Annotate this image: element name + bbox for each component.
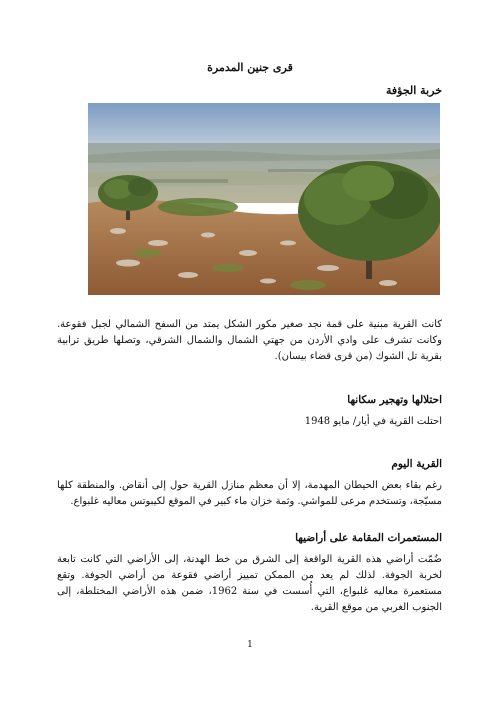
section-body-settlements: ضُمّت أراضي هذه القرية الواقعة إلى الشرق من خط الهدنة، إلى الأراضي التي كانت تابعة لخربة الجوفة. لذلك لم يعد من الممكن تمييز أراضي فقوعة من أراضي الجوفة. وتقع مستعمرة معاليه غلبواع، التي أُسست في سنة 1962، ضمن هذه الأراضي المختلطة، إلى الجنوب الغربي من موقع القرية. xyxy=(57,554,442,613)
page-title: قرى جنين المدمرة xyxy=(207,61,293,74)
section-heading-occupation: احتلالها وتهجير سكانها xyxy=(347,394,442,406)
intro-paragraph: كانت القرية مبنية على قمة نجد صغير مكور الشكل يمتد من السفح الشمالي لجبل فقوعة. وكانت تشرف على وادي الأردن من جهتي الشمال والشمال الشرقي، وتصلها طريق ترابية بقرية تل الشوك (من قرى قضاء بيسان). xyxy=(57,319,443,362)
landscape-photo xyxy=(88,103,440,295)
section-heading-today: القرية اليوم xyxy=(391,458,442,470)
section-body-today: رغم بقاء بعض الحيطان المهدمة، إلا أن معظم منازل القرية حول إلى أنقاض. والمنطقة كلها مسيّجة، وتستخدم مرعى للمواشي. وثمة خزان ماء كبير في الموقع لكيبوتس معاليه غلبواع. xyxy=(57,480,442,507)
section-heading-settlements: المستعمرات المقامة على أراضيها xyxy=(295,532,442,544)
page-number: 1 xyxy=(247,640,253,650)
village-name-heading: خربة الجؤفة xyxy=(385,84,442,97)
section-body-occupation: احتلت القرية في أيار/ مايو 1948 xyxy=(304,416,442,427)
